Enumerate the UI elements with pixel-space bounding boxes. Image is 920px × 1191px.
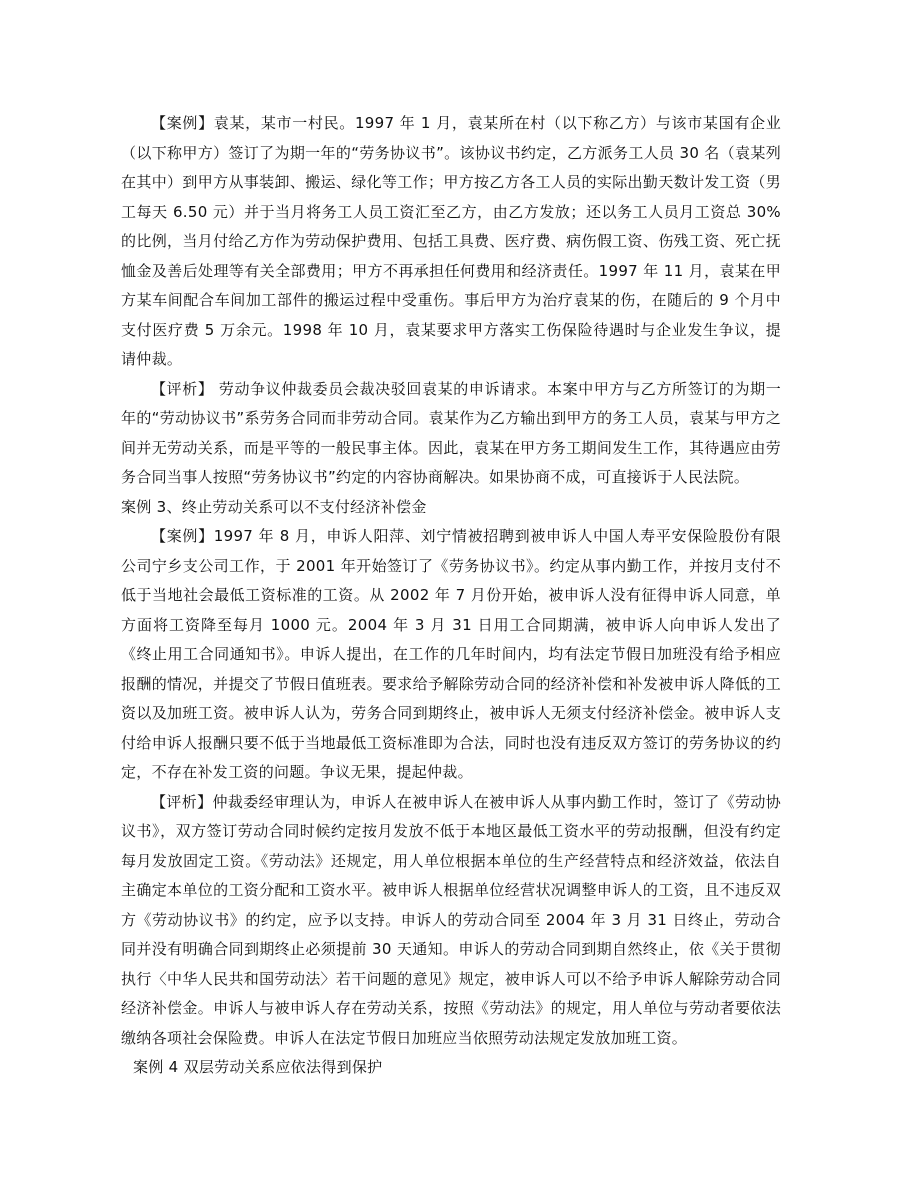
- document-body: [121, 109, 781, 1083]
- case-2-facts-paragraph: 【案例】袁某，某市一村民。1997 年 1 月，袁某所在村（以下称乙方）与该市某国有企业（以下称甲方）签订了为期一年的“劳务协议书”。该协议书约定，乙方派务工人员 30 名（袁某列在其中）到甲方从事装卸、搬运、绿化等工作；甲方按乙方各工人员的实际出勤天数计发工资（男工每天 6.50 元）并于当月将务工人员工资汇至乙方，由乙方发放；还以务工人员月工资总 30%的比例，当月付给乙方作为劳动保护费用、包括工具费、医疗费、病伤假工资、伤残工资、死亡抚恤金及善后处理等有关全部费用；甲方不再承担任何费用和经济责任。1997 年 11 月，袁某在甲方某车间配合车间加工部件的搬运过程中受重伤。事后甲方为治疗袁某的伤，在随后的 9 个月中支付医疗费 5 万余元。1998 年 10 月，袁某要求甲方落实工伤保险待遇时与企业发生争议，提请仲裁。: [121, 114, 781, 368]
- case-3-analysis-paragraph: 【评析】仲裁委经审理认为，申诉人在被申诉人在被申诉人从事内勤工作时，签订了《劳动协议书》，双方签订劳动合同时候约定按月发放不低于本地区最低工资水平的劳动报酬，但没有约定每月发放固定工资。《劳动法》还规定，用人单位根据本单位的生产经营特点和经济效益，依法自主确定本单位的工资分配和工资水平。被申诉人根据单位经营状况调整申诉人的工资，且不违反双方《劳动协议书》的约定，应予以支持。申诉人的劳动合同至 2004 年 3 月 31 日终止，劳动合同并没有明确合同到期终止必须提前 30 天通知。申诉人的劳动合同到期自然终止，依《关于贯彻执行〈中华人民共和国劳动法〉若干问题的意见》规定，被申诉人可以不给予申诉人解除劳动合同经济补偿金。申诉人与被申诉人存在劳动关系，按照《劳动法》的规定，用人单位与劳动者要依法缴纳各项社会保险费。申诉人在法定节假日加班应当依照劳动法规定发放加班工资。: [121, 792, 781, 1047]
- case-4-heading: 案例 4 双层劳动关系应依法得到保护: [133, 1058, 383, 1076]
- case-3-facts-paragraph: 【案例】1997 年 8 月，申诉人阳萍、刘宁情被招聘到被申诉人中国人寿平安保险股份有限公司宁乡支公司工作，于 2001 年开始签订了《劳务协议书》。约定从事内勤工作，并按月支付不低于当地社会最低工资标准的工资。从 2002 年 7 月份开始，被申诉人没有征得申诉人同意，单方面将工资降至每月 1000 元。2004 年 3 月 31 日用工合同期满，被申诉人向申诉人发出了《终止用工合同通知书》。申诉人提出，在工作的几年时间内，均有法定节假日加班没有给予相应报酬的情况，并提交了节假日值班表。要求给予解除劳动合同的经济补偿和补发被申诉人降低的工资以及加班工资。被申诉人认为，劳务合同到期终止，被申诉人无须支付经济补偿金。被申诉人支付给申诉人报酬只要不低于当地最低工资标准即为合法，同时也没有违反双方签订的劳务协议的约定，不存在补发工资的问题。争议无果，提起仲裁。: [121, 527, 781, 781]
- case-2-analysis-paragraph: 【评析】 劳动争议仲裁委员会裁决驳回袁某的申诉请求。本案中甲方与乙方所签订的为期一年的“劳动协议书”系劳务合同而非劳动合同。袁某作为乙方输出到甲方的务工人员，袁某与甲方之间并无劳动关系，而是平等的一般民事主体。因此，袁某在甲方务工期间发生工作，其待遇应由劳务合同当事人按照“劳务协议书”约定的内容协商解决。如果协商不成，可直接诉于人民法院。: [121, 379, 781, 486]
- case-3-heading: 案例 3、终止劳动关系可以不支付经济补偿金: [121, 497, 427, 516]
